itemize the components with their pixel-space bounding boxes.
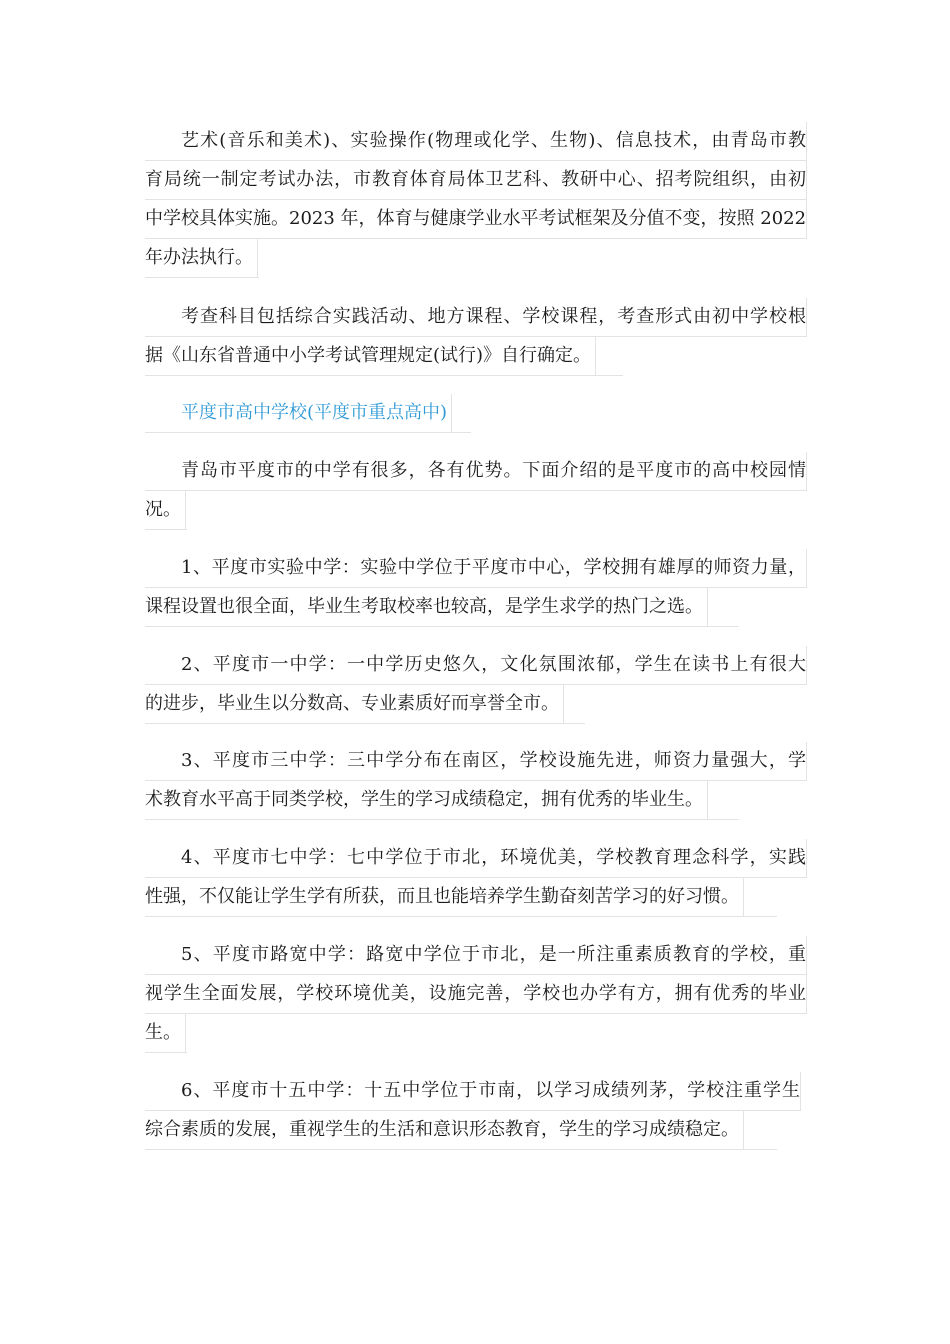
line-text: 中学校具体实施。2023 年，体育与健康学业水平考试框架及分值不变，按照 2022 xyxy=(145,200,807,238)
line-text: 5、平度市路宽中学：路宽中学位于市北，是一所注重素质教育的学校，重 xyxy=(145,936,807,974)
line-text: 的进步，毕业生以分数高、专业素质好而享誉全市。 xyxy=(145,685,564,723)
text-line xyxy=(145,646,807,685)
paragraph-exam-arts xyxy=(145,122,807,278)
text-line xyxy=(145,685,585,724)
list-item xyxy=(145,936,807,1053)
text-line xyxy=(145,491,187,530)
text-line xyxy=(145,1014,187,1053)
line-text: 育局统一制定考试办法，市教育体育局体卫艺科、教研中心、招考院组织，由初 xyxy=(145,161,807,199)
line-text: 课程设置也很全面，毕业生考取校率也较高，是学生求学的热门之选。 xyxy=(145,588,708,626)
text-line xyxy=(145,200,807,239)
line-text: 年办法执行。 xyxy=(145,239,258,277)
paragraph-intro xyxy=(145,452,807,530)
list-item xyxy=(145,839,807,917)
line-text: 艺术(音乐和美术)、实验操作(物理或化学、生物)、信息技术，由青岛市教 xyxy=(145,122,807,160)
line-text: 6、平度市十五中学：十五中学位于市南，以学习成绩列茅，学校注重学生 xyxy=(145,1072,801,1110)
text-line xyxy=(145,239,259,278)
section-heading xyxy=(145,394,807,433)
list-item xyxy=(145,549,807,627)
text-line xyxy=(145,337,623,376)
line-text: 术教育水平高于同类学校，学生的学习成绩稳定，拥有优秀的毕业生。 xyxy=(145,781,708,819)
line-text: 考查科目包括综合实践活动、地方课程、学校课程，考查形式由初中学校根 xyxy=(145,298,807,336)
line-text: 况。 xyxy=(145,491,186,529)
text-line xyxy=(145,936,807,975)
text-line xyxy=(145,549,807,588)
line-text: 4、平度市七中学：七中学位于市北，环境优美，学校教育理念科学，实践 xyxy=(145,839,807,877)
list-item xyxy=(145,742,807,820)
text-line xyxy=(145,588,739,627)
text-line xyxy=(145,742,807,781)
line-text: 综合素质的发展，重视学生的生活和意识形态教育，学生的学习成绩稳定。 xyxy=(145,1111,744,1149)
text-line xyxy=(145,161,807,200)
paragraph-exam-subjects xyxy=(145,298,807,376)
text-line xyxy=(145,298,807,337)
text-line xyxy=(145,975,807,1014)
text-line xyxy=(145,781,739,820)
line-text: 青岛市平度市的中学有很多，各有优势。下面介绍的是平度市的高中校园情 xyxy=(145,452,807,490)
line-text: 1、平度市实验中学：实验中学位于平度市中心，学校拥有雄厚的师资力量， xyxy=(145,549,807,587)
text-line xyxy=(145,839,807,878)
list-item xyxy=(145,1072,807,1150)
text-line xyxy=(145,452,807,491)
list-item xyxy=(145,646,807,724)
text-line xyxy=(145,1072,801,1111)
line-text: 性强，不仅能让学生学有所获，而且也能培养学生勤奋刻苦学习的好习惯。 xyxy=(145,878,744,916)
line-text: 2、平度市一中学：一中学历史悠久，文化氛围浓郁，学生在读书上有很大 xyxy=(145,646,807,684)
line-text: 据《山东省普通中小学考试管理规定(试行)》自行确定。 xyxy=(145,337,596,375)
line-text: 视学生全面发展，学校环境优美，设施完善，学校也办学有方，拥有优秀的毕业 xyxy=(145,975,807,1013)
text-line xyxy=(145,1111,777,1150)
heading-link[interactable]: 平度市高中学校(平度市重点高中) xyxy=(145,394,452,432)
text-line xyxy=(145,122,807,161)
line-text: 3、平度市三中学：三中学分布在南区，学校设施先进，师资力量强大，学 xyxy=(145,742,807,780)
line-text: 生。 xyxy=(145,1014,186,1052)
text-line xyxy=(145,878,777,917)
heading-line xyxy=(145,394,471,433)
